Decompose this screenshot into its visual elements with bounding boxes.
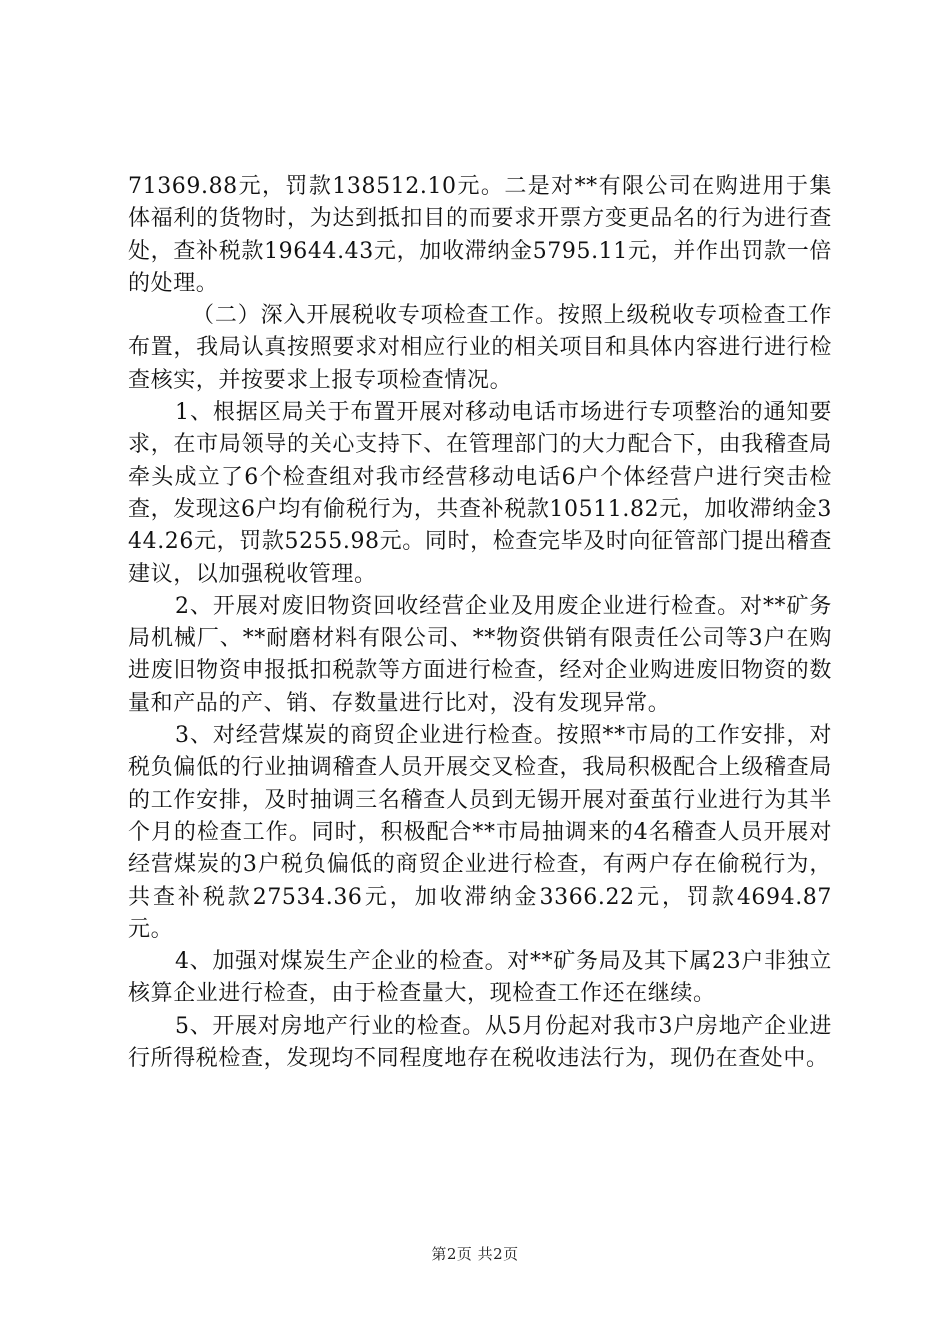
paragraph-penalty-summary: 71369.88元，罚款138512.10元。二是对**有限公司在购进用于集体福利的货物时，为达到抵扣目的而要求开票方变更品名的行为进行查处，查补税款19644.43元，加收滞纳金5795.11元，并作出罚款一倍的处理。 <box>128 174 832 296</box>
paragraph-item-4-coal-production: 4、加强对煤炭生产企业的检查。对**矿务局及其下属23户非独立核算企业进行检查，由于检查量大，现检查工作还在继续。 <box>128 949 832 1007</box>
paragraph-special-inspection: （二）深入开展税收专项检查工作。按照上级税收专项检查工作布置，我局认真按照要求对相应行业的相关项目和具体内容进行进行检查核实，并按要求上报专项检查情况。 <box>128 303 832 393</box>
page-number-footer: 第2页 共2页 <box>431 1245 519 1263</box>
paragraph-item-5-real-estate: 5、开展对房地产行业的检查。从5月份起对我市3户房地产企业进行所得税检查，发现均不同程度地存在税收违法行为，现仍在查处中。 <box>128 1013 832 1072</box>
paragraph-item-2-waste-materials: 2、开展对废旧物资回收经营企业及用废企业进行检查。对**矿务局机械厂、**耐磨材料有限公司、**物资供销有限责任公司等3户在购进废旧物资申报抵扣税款等方面进行检查，经对企业购进废旧物资的数量和产品的产、销、存数量进行比对，没有发现异常。 <box>128 593 832 716</box>
paragraph-item-3-coal-trade: 3、对经营煤炭的商贸企业进行检查。按照**市局的工作安排，对税负偏低的行业抽调稽查人员开展交叉检查，我局积极配合上级稽查局的工作安排，及时抽调三名稽查人员到无锡开展对蚕茧行业进行为其半个月的检查工作。同时，积极配合**市局抽调来的4名稽查人员开展对经营煤炭的3户税负偏低的商贸企业进行检查，有两户存在偷税行为，共查补税款27534.36元，加收滞纳金3366.22元，罚款4694.87元。 <box>128 723 832 942</box>
document-body <box>128 171 832 1075</box>
paragraph-item-1-mobile-market: 1、根据区局关于布置开展对移动电话市场进行专项整治的通知要求，在市局领导的关心支持下、在管理部门的大力配合下，由我稽查局牵头成立了6个检查组对我市经营移动电话6户个体经营户进行突击检查，发现这6户均有偷税行为，共查补税款10511.82元，加收滞纳金344.26元，罚款5255.98元。同时，检查完毕及时向征管部门提出稽查建议，以加强税收管理。 <box>128 400 832 587</box>
